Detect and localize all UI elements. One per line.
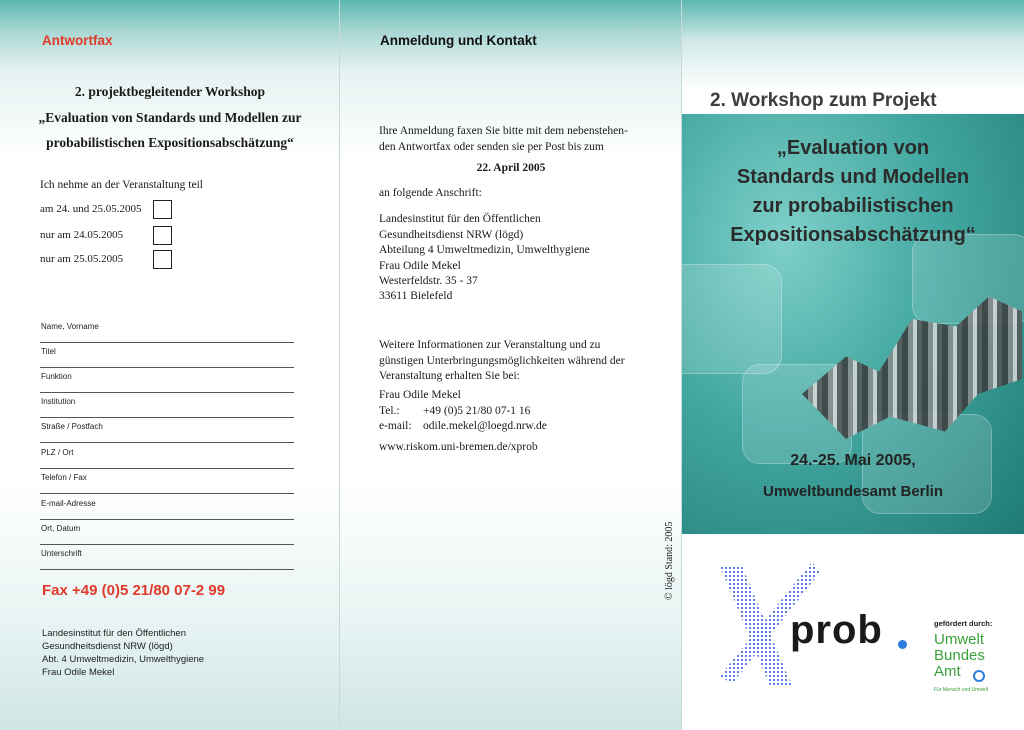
registration-deadline: 22. April 2005 xyxy=(476,162,546,174)
option-day-25[interactable] xyxy=(40,250,180,270)
field-label: E-mail-Adresse xyxy=(41,499,96,508)
fax-number: Fax +49 (0)5 21/80 07-2 99 xyxy=(42,582,226,599)
headline-line: zur probabilistischen xyxy=(752,195,954,217)
field-signature[interactable] xyxy=(40,545,294,570)
email-label: e-mail: xyxy=(379,420,412,432)
address-line: Gesundheitsdienst NRW (lögd) xyxy=(379,228,524,241)
registration-title: Anmeldung und Kontakt xyxy=(380,33,537,48)
info-line: Veranstaltung erhalten Sie bei: xyxy=(379,370,520,382)
workshop-line-2: „Evaluation von Standards und Modellen zur xyxy=(38,110,302,125)
uba-emblem-icon xyxy=(973,670,985,682)
antwortfax-panel xyxy=(0,0,340,730)
field-email[interactable] xyxy=(40,495,294,520)
address-line: Abteilung 4 Umweltmedizin, Umwelthygiene xyxy=(379,244,590,256)
field-institution[interactable] xyxy=(40,393,294,418)
info-text xyxy=(379,338,669,385)
address-intro: an folgende Anschrift: xyxy=(379,187,482,199)
email-value[interactable]: odile.mekel@loegd.nrw.de xyxy=(423,420,547,432)
field-label: Unterschrift xyxy=(41,549,82,558)
workshop-line-3: probabilistischen Expositionsabschätzung“ xyxy=(46,135,294,150)
participation-intro: Ich nehme an der Veranstaltung teil xyxy=(40,179,203,191)
address-line: Abt. 4 Umweltmedizin, Umwelthygiene xyxy=(42,654,205,665)
logo-dot-icon xyxy=(898,640,907,649)
postal-address xyxy=(379,212,590,290)
field-function[interactable] xyxy=(40,368,294,393)
info-line: Weitere Informationen zur Veranstaltung und zu xyxy=(379,339,601,351)
contact-block xyxy=(379,388,547,435)
address-line: Frau Odile Mekel xyxy=(379,259,461,272)
tel-label: Tel.: xyxy=(379,404,400,417)
field-title[interactable] xyxy=(40,343,294,368)
intro-line: Ihre Anmeldung faxen Sie bitte mit dem nebenstehen- xyxy=(379,125,628,137)
sponsor-label: gefördert durch: xyxy=(934,619,993,628)
checkbox-both-days[interactable] xyxy=(153,200,172,219)
xprob-logo-text: prob xyxy=(790,608,883,652)
city: 33611 Bielefeld xyxy=(379,290,453,302)
field-place-date[interactable] xyxy=(40,520,294,545)
address-line: Gesundheitsdienst NRW (lögd) xyxy=(42,641,173,652)
field-phone-fax[interactable] xyxy=(40,469,294,494)
field-street[interactable] xyxy=(40,418,294,443)
address-line: Landesinstitut für den Öffentlichen xyxy=(379,213,541,225)
info-line: günstigen Unterbringungsmöglichkeiten während der xyxy=(379,354,625,367)
uba-subtitle: Für Mensch und Umwelt xyxy=(934,687,989,693)
registration-panel xyxy=(340,0,682,730)
cover-top-gradient xyxy=(682,0,1024,90)
cover-image xyxy=(682,114,1024,534)
field-label: Titel xyxy=(41,347,56,356)
option-label: nur am 25.05.2005 xyxy=(40,253,124,265)
contact-tel xyxy=(379,404,547,420)
field-label: Straße / Postfach xyxy=(41,422,103,431)
puzzle-piece xyxy=(682,264,782,374)
workshop-line-1: 2. projektbegleitender Workshop xyxy=(74,84,266,99)
field-label: Telefon / Fax xyxy=(41,473,87,482)
copyright-stand: © lögd Stand: 2005 xyxy=(664,521,675,600)
field-label: PLZ / Ort xyxy=(41,448,74,457)
uba-line: Amt xyxy=(934,663,961,680)
event-place: Umweltbundesamt Berlin xyxy=(762,483,944,500)
uba-line: Umwelt xyxy=(934,631,985,648)
address-line: Landesinstitut für den Öffentlichen xyxy=(42,628,187,639)
field-label: Funktion xyxy=(41,372,72,381)
field-zip-city[interactable] xyxy=(40,444,294,469)
checkbox-day-24[interactable] xyxy=(153,226,172,245)
field-name[interactable] xyxy=(40,318,294,343)
headline-line: „Evaluation von xyxy=(776,137,930,159)
option-label: nur am 24.05.2005 xyxy=(40,229,124,241)
intro-line: den Antwortfax oder senden sie per Post bis zum xyxy=(379,140,604,153)
headline-line: Standards und Modellen xyxy=(736,166,970,188)
address-line: Frau Odile Mekel xyxy=(42,667,115,678)
cover-panel xyxy=(682,0,1024,730)
checkbox-day-25[interactable] xyxy=(153,250,172,269)
contact-name: Frau Odile Mekel xyxy=(379,389,461,401)
website-link[interactable]: www.riskom.uni-bremen.de/xprob xyxy=(379,441,538,453)
cover-headline xyxy=(682,134,1024,250)
headline-line: Expositionsabschätzung“ xyxy=(730,224,976,246)
field-label: Ort, Datum xyxy=(41,524,81,533)
option-both-days[interactable] xyxy=(40,200,180,220)
event-date: 24.-25. Mai 2005, xyxy=(790,452,916,469)
registration-intro xyxy=(379,124,649,155)
sender-address xyxy=(42,627,204,679)
address-line: Westerfeldstr. 35 - 37 xyxy=(379,275,478,287)
option-day-24[interactable] xyxy=(40,226,180,246)
tel-value: +49 (0)5 21/80 07-1 16 xyxy=(423,404,531,417)
antwortfax-title: Antwortfax xyxy=(42,33,113,48)
field-label: Name, Vorname xyxy=(41,322,99,331)
contact-email xyxy=(379,419,547,435)
workshop-title: 2. Workshop zum Projekt xyxy=(710,90,937,111)
option-label: am 24. und 25.05.2005 xyxy=(40,203,142,215)
field-label: Institution xyxy=(41,397,76,406)
uba-line: Bundes xyxy=(934,647,985,664)
